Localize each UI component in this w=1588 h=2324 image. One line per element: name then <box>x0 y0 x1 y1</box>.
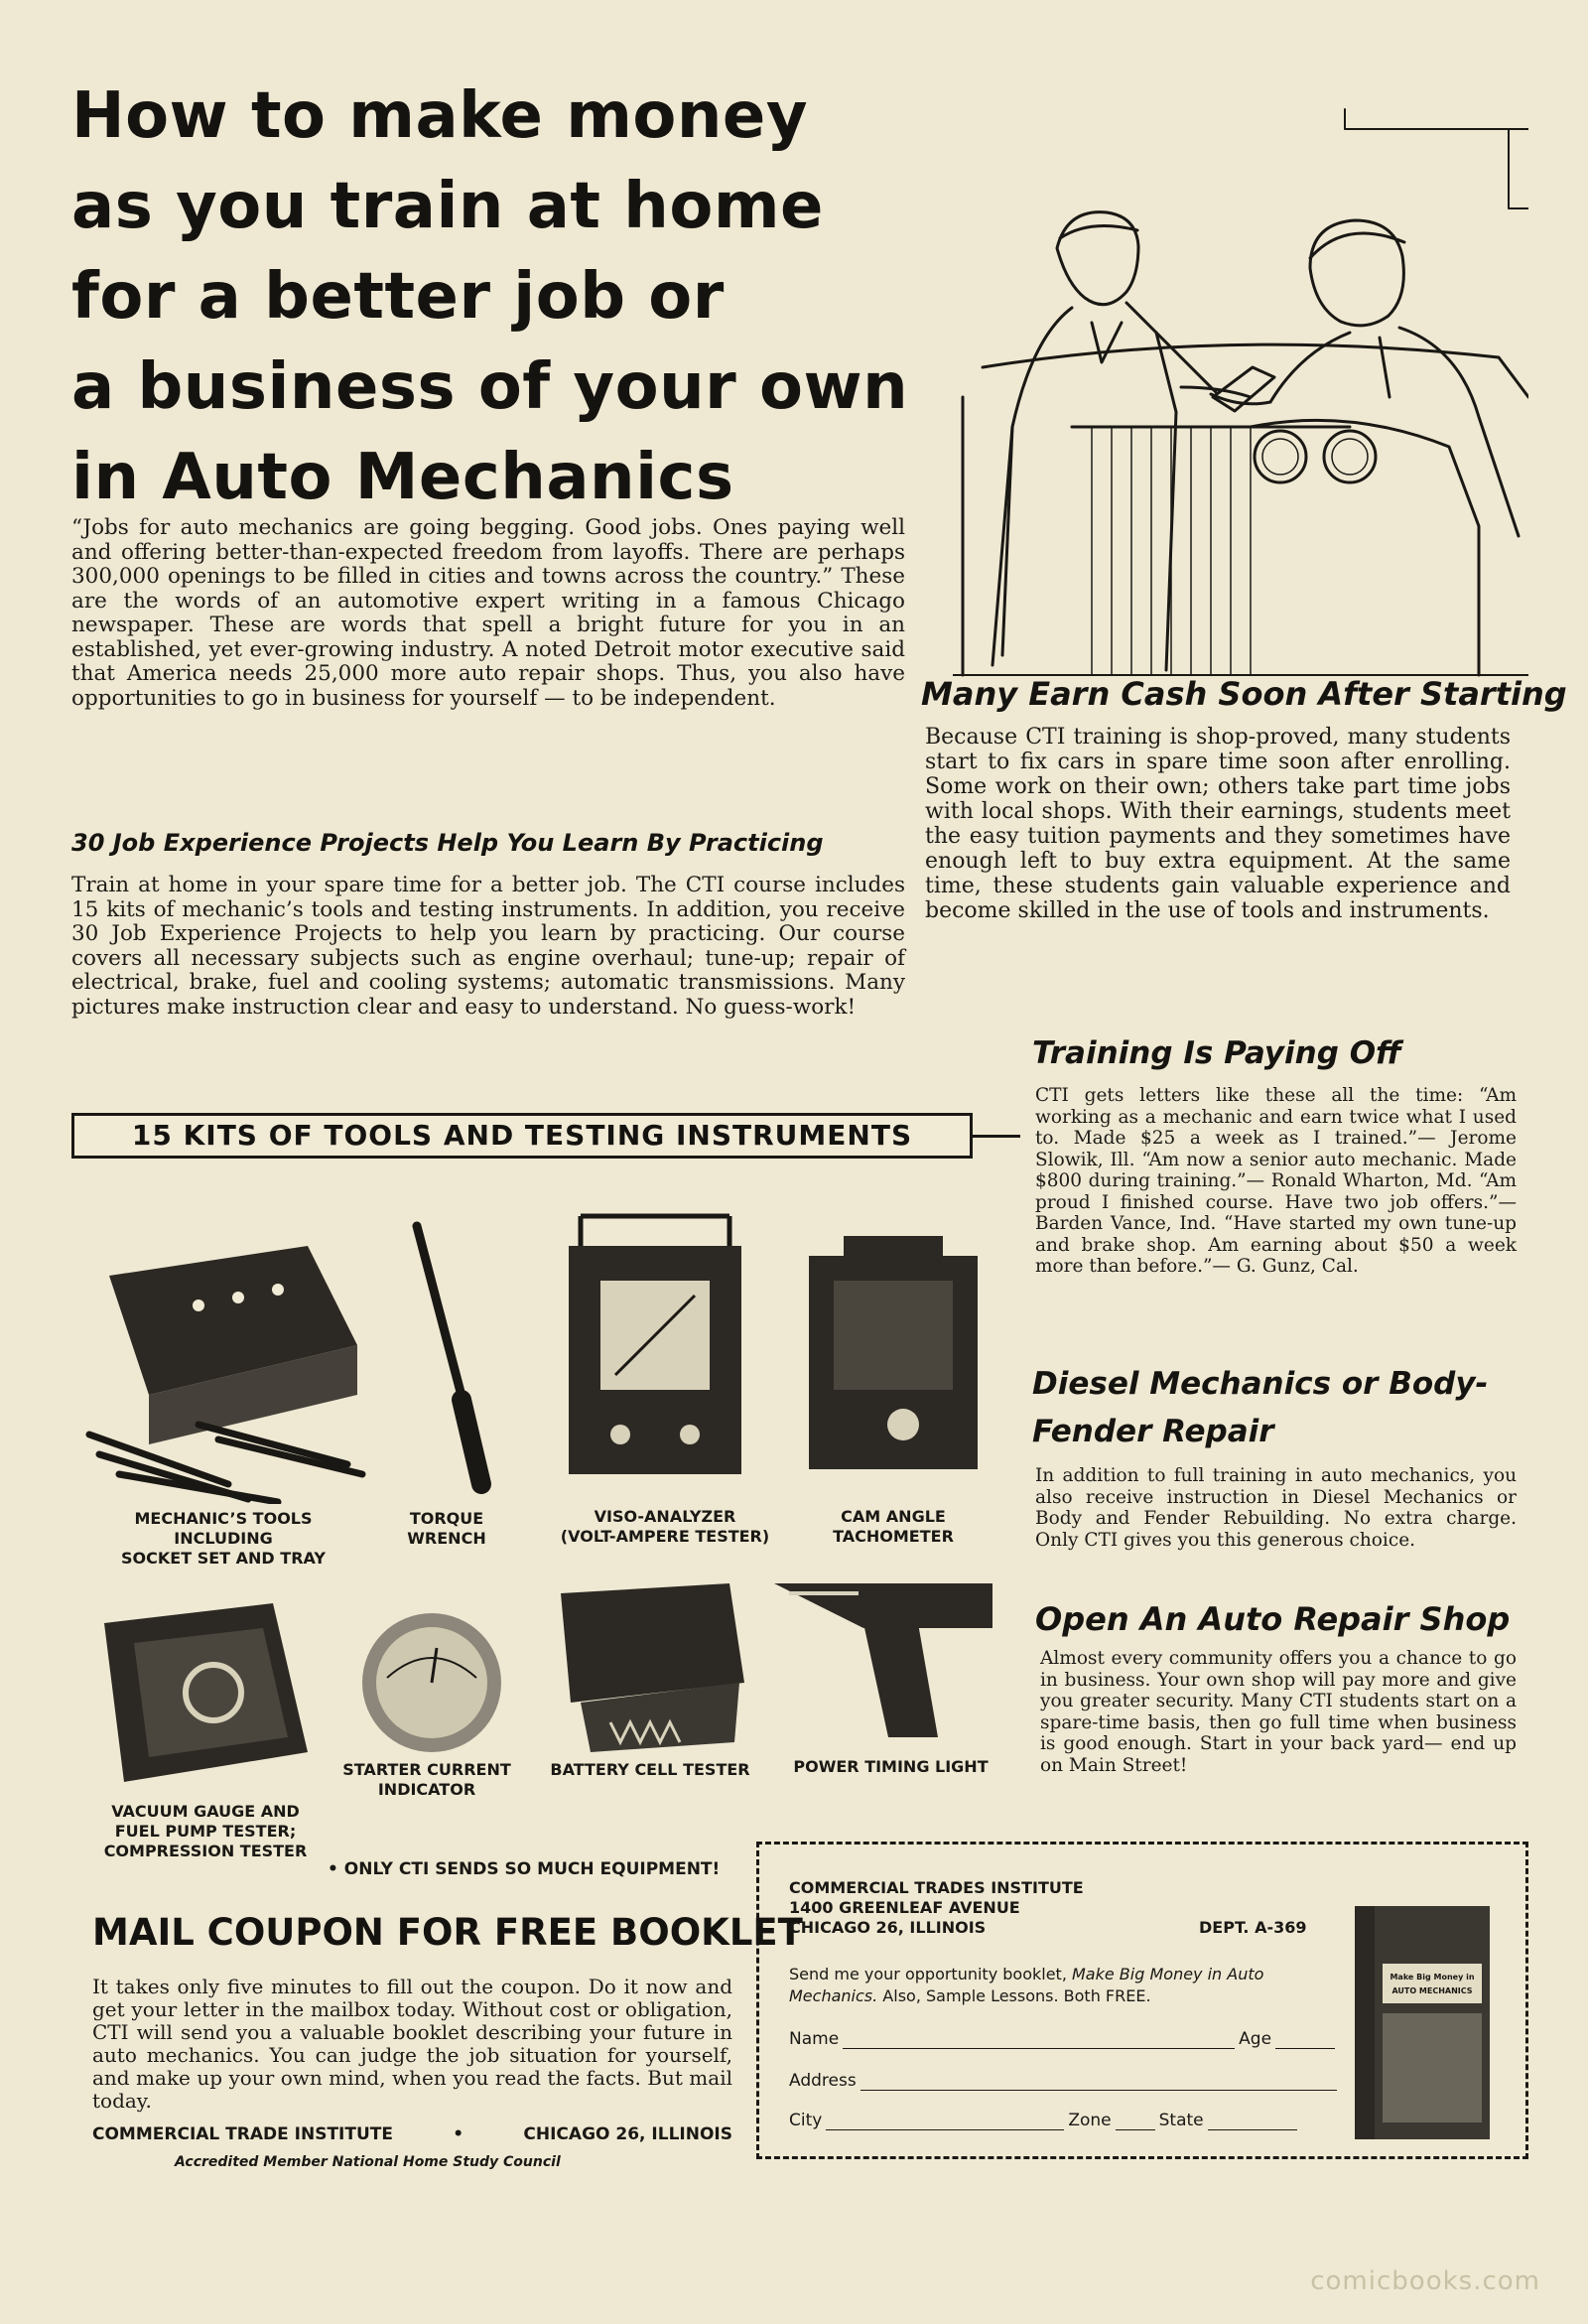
cam-angle-tachometer-picture <box>804 1226 983 1474</box>
mechanics-illustration <box>953 99 1528 685</box>
coupon-address-line: 1400 GREENLEAF AVENUE <box>789 1898 1020 1917</box>
city-field[interactable] <box>826 2114 1064 2130</box>
booklet-picture <box>1353 1904 1492 2142</box>
shop-heading: Open An Auto Repair Shop <box>1035 1600 1511 1638</box>
footer-city: CHICAGO 26, ILLINOIS <box>523 2124 732 2144</box>
earn-heading: Many Earn Cash Soon After Starting <box>921 675 1567 713</box>
caption-line: TORQUE <box>409 1509 484 1528</box>
battery-cell-tester-picture <box>551 1573 749 1762</box>
earn-paragraph: Because CTI training is shop-proved, many students start to fix cars in spare time soon after enrolling. Some work on their own; others take part time jobs with local shops. With their earnings, students meet the easy tuition payments and they sometimes have enough left to buy extra equipment. At the same time, these students gain valuable experience and become skilled in the use of tools and instruments. <box>925 725 1511 923</box>
caption-line: SOCKET SET AND TRAY <box>121 1549 326 1568</box>
caption-mechanics-tools <box>99 1509 347 1569</box>
coupon-address-line: COMMERCIAL TRADES INSTITUTE <box>789 1878 1084 1897</box>
footer-institute-name: COMMERCIAL TRADE INSTITUTE <box>92 2124 393 2144</box>
coupon-address-line: CHICAGO 26, ILLINOIS <box>789 1918 987 1937</box>
caption-viso-analyzer <box>541 1507 789 1547</box>
vacuum-gauge-picture <box>94 1593 313 1787</box>
mechanics-tools-picture <box>79 1226 367 1504</box>
footer-bullet: • <box>453 2124 464 2144</box>
caption-line: WRENCH <box>407 1529 486 1548</box>
coupon-offer-title: Make Big Money in Auto Mechanics. <box>789 1965 1264 2005</box>
headline-line-5: in Auto Mechanics <box>71 441 734 514</box>
caption-torque-wrench <box>382 1509 511 1549</box>
state-field[interactable] <box>1208 2114 1297 2130</box>
caption-line: MECHANIC’S TOOLS <box>134 1509 313 1528</box>
caption-power-timing-light: POWER TIMING LIGHT <box>793 1757 989 1776</box>
caption-line: (VOLT-AMPERE TESTER) <box>560 1527 770 1546</box>
name-label: Name <box>789 2029 840 2049</box>
coupon-name-row <box>789 2029 1339 2049</box>
coupon-offer-text: Send me your opportunity booklet, <box>789 1965 1067 1983</box>
only-cti-note: • ONLY CTI SENDS SO MUCH EQUIPMENT! <box>328 1859 721 1879</box>
zone-label: Zone <box>1068 2111 1112 2130</box>
projects-paragraph: Train at home in your spare time for a better job. The CTI course includes 15 kits of mechanic’s tools and testing instruments. In addition, you receive 30 Job Experience Projects to help you learn by practicing. Our course covers all necessary subjects such as engine overhaul; tune-up; repair of electrical, brake, fuel and cooling systems; automatic transmissions. Many pictures make instruction clear and easy to understand. No guess-work! <box>71 873 905 1020</box>
caption-line: STARTER CURRENT <box>342 1760 511 1779</box>
caption-line: CAM ANGLE <box>841 1507 946 1526</box>
caption-line: INCLUDING <box>174 1529 273 1548</box>
coupon-address-row <box>789 2071 1341 2091</box>
headline-line-2: as you train at home <box>71 170 824 243</box>
power-timing-light-picture <box>769 1573 1002 1742</box>
starter-current-indicator-picture <box>357 1608 506 1757</box>
mail-coupon-heading: MAIL COUPON FOR FREE BOOKLET <box>92 1911 803 1954</box>
kits-banner: 15 KITS OF TOOLS AND TESTING INSTRUMENTS <box>71 1113 973 1159</box>
coupon-offer <box>789 1964 1345 2007</box>
headline-line-4: a business of your own <box>71 350 909 424</box>
kits-banner-rule <box>973 1135 1020 1138</box>
caption-line: TACHOMETER <box>833 1527 954 1546</box>
headline-line-1: How to make money <box>71 79 809 153</box>
name-field[interactable] <box>843 2032 1235 2049</box>
diesel-paragraph: In addition to full training in auto mechanics, you also receive instruction in Diesel Mechanics or Body and Fender Rebuilding. No extra charge. Only CTI gives you this generous choice. <box>1035 1465 1517 1551</box>
shop-paragraph: Almost every community offers you a chance to go in business. Your own shop will pay more and give you greater security. Many CTI students start on a spare-time basis, then go full time when business is good enough. Start in your back yard— end up on Main Street! <box>1040 1648 1517 1776</box>
coupon-dept: DEPT. A-369 <box>1199 1918 1307 1937</box>
headline <box>71 71 965 523</box>
coupon-address <box>789 1878 1084 1938</box>
headline-line-3: for a better job or <box>71 260 725 334</box>
caption-battery-cell-tester: BATTERY CELL TESTER <box>550 1760 750 1779</box>
accredited-note: Accredited Member National Home Study Council <box>175 2154 561 2170</box>
intro-paragraph: “Jobs for auto mechanics are going begging. Good jobs. Ones paying well and offering better-than-expected freedom from layoffs. There are perhaps 300,000 openings to be filled in cities and towns across the country.” These are the words of an automotive expert writing in a famous Chicago newspaper. These are words that spell a bright future for you in an established, yet ever-growing industry. A noted Detroit motor executive said that America needs 25,000 more auto repair shops. Thus, you also have opportunities to go in business for yourself — to be independent. <box>71 515 905 711</box>
coupon-offer-text: Also, Sample Lessons. Both FREE. <box>882 1986 1151 2005</box>
paying-heading: Training Is Paying Off <box>1032 1035 1401 1071</box>
viso-analyzer-picture <box>561 1206 749 1484</box>
city-label: City <box>789 2111 823 2130</box>
caption-starter-current-indicator <box>328 1760 526 1800</box>
projects-heading: 30 Job Experience Projects Help You Learn By Practicing <box>71 829 824 857</box>
booklet-cover-line-2: AUTO MECHANICS <box>1391 1986 1473 1995</box>
coupon-city-row <box>789 2111 1301 2130</box>
footer-line <box>92 2124 732 2144</box>
watermark: comicbooks.com <box>1310 2266 1540 2296</box>
caption-line: VISO-ANALYZER <box>594 1507 736 1526</box>
age-label: Age <box>1239 2029 1272 2049</box>
order-coupon[interactable] <box>756 1842 1528 2159</box>
caption-line: VACUUM GAUGE AND <box>111 1802 300 1821</box>
zone-field[interactable] <box>1116 2114 1155 2130</box>
paying-paragraph: CTI gets letters like these all the time: “Am working as a mechanic and earn twice what I used to. Made $25 a week as I trained.”— Jerome Slowik, Ill. “Am now a senior auto mechanic. Made $800 during training.”— Ronald Wharton, Md. “Am proud I finished course. Have two job offers.”— Barden Vance, Ind. “Have started my own tune-up and brake shop. Am earning about $50 a week more than before.”— G. Gunz, Cal. <box>1035 1085 1517 1277</box>
mail-coupon-paragraph: It takes only five minutes to fill out the coupon. Do it now and get your letter in the mailbox today. Without cost or obligation, CTI will send you a valuable booklet describing your future in auto mechanics. You can judge the job situation for yourself, and make up your own mind, when you read the facts. But mail today. <box>92 1975 732 2113</box>
caption-cam-angle-tachometer <box>814 1507 973 1547</box>
state-label: State <box>1158 2111 1204 2130</box>
torque-wrench-picture <box>407 1216 496 1499</box>
age-field[interactable] <box>1275 2032 1335 2049</box>
address-field[interactable] <box>860 2074 1337 2091</box>
caption-vacuum-gauge <box>91 1802 320 1861</box>
caption-line: INDICATOR <box>377 1780 476 1799</box>
caption-line: COMPRESSION TESTER <box>103 1842 308 1860</box>
caption-line: FUEL PUMP TESTER; <box>114 1822 297 1841</box>
booklet-cover-line-1: Make Big Money in <box>1390 1973 1475 1982</box>
address-label: Address <box>789 2071 857 2091</box>
diesel-heading: Diesel Mechanics or Body-Fender Repair <box>1032 1366 1489 1449</box>
